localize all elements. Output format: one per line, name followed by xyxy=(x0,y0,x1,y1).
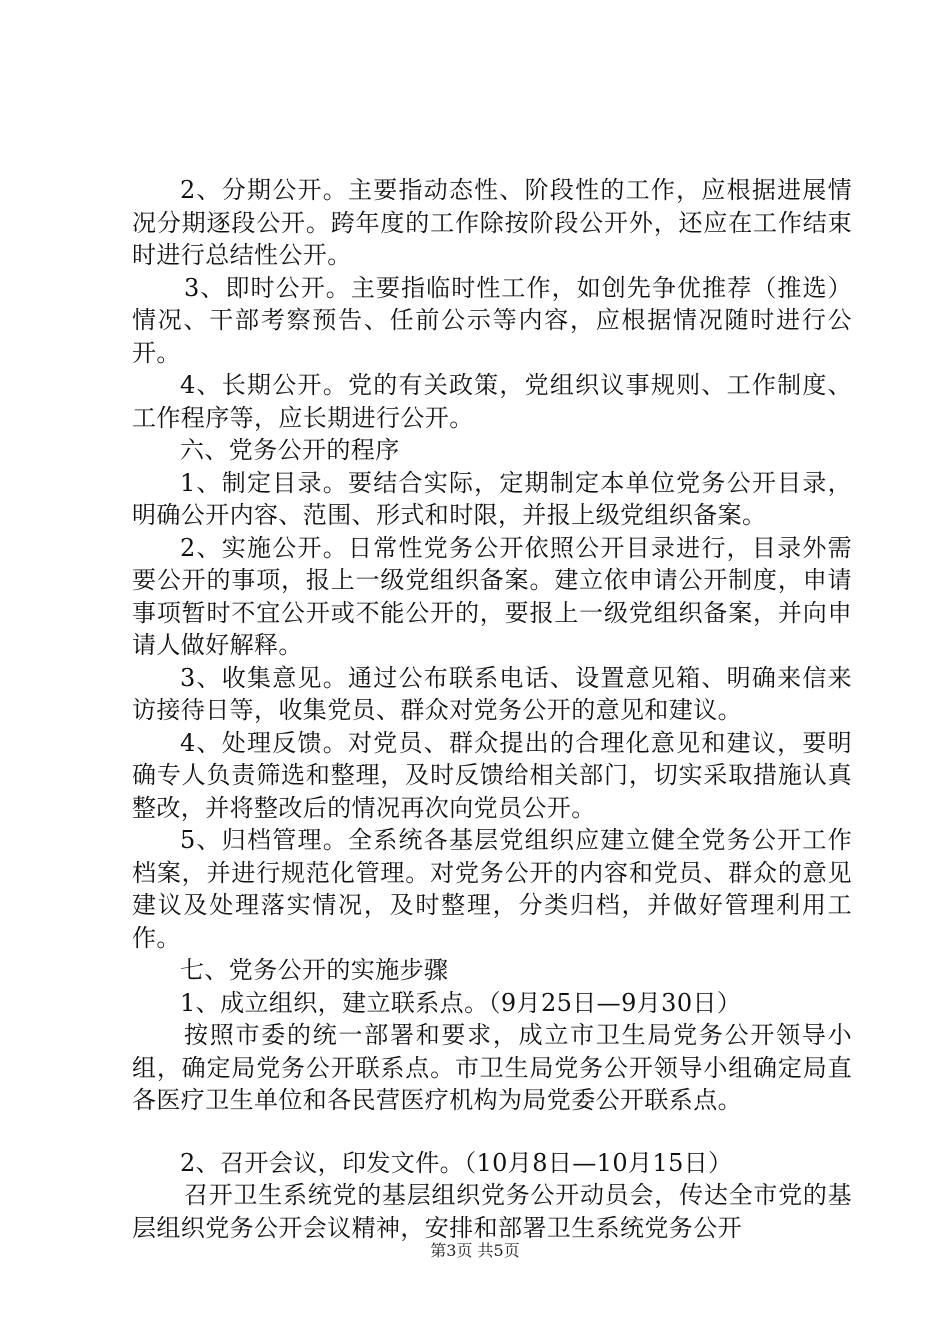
section-heading-procedure: 六、党务公开的程序 xyxy=(180,436,400,464)
section-heading-steps: 七、党务公开的实施步骤 xyxy=(180,956,449,984)
paragraph-immediate-disclosure: 3、即时公开。主要指临时性工作，如创先争优推荐（推选）情况、干部考察预告、任前公示等内容，应根据情况随时进行公开。 xyxy=(132,273,852,367)
document-body xyxy=(132,174,852,1244)
step-heading-organize: 1、成立组织，建立联系点。（9月25日—9月30日） xyxy=(180,988,742,1017)
step-heading-meeting: 2、召开会议，印发文件。（10月8日—10月15日） xyxy=(180,1148,733,1177)
paragraph-long-term-disclosure: 4、长期公开。党的有关政策，党组织议事规则、工作制度、工作程序等，应长期进行公开。 xyxy=(132,371,852,432)
paragraph-collect-opinions: 3、收集意见。通过公布联系电话、设置意见箱、明确来信来访接待日等，收集党员、群众对党务公开的意见和建议。 xyxy=(132,663,852,724)
paragraph-implementation: 2、实施公开。日常性党务公开依照公开目录进行，目录外需要公开的事项，报上一级党组织备案。建立依申请公开制度，申请事项暂时不宜公开或不能公开的，要报上一级党组织备案，并向申请人做好解释。 xyxy=(132,533,852,659)
paragraph-organize: 按照市委的统一部署和要求，成立市卫生局党务公开领导小组，确定局党务公开联系点。市卫生局党务公开领导小组确定局直各医疗卫生单位和各民营医疗机构为局党委公开联系点。 xyxy=(132,1021,852,1114)
paragraph-archive: 5、归档管理。全系统各基层党组织应建立健全党务公开工作档案，并进行规范化管理。对党务公开的内容和党员、群众的意见建议及处理落实情况，及时整理，分类归档，并做好管理利用工作。 xyxy=(132,826,852,952)
paragraph-feedback: 4、处理反馈。对党员、群众提出的合理化意见和建议，要明确专人负责筛选和整理，及时反馈给相关部门，切实采取措施认真整改，并将整改后的情况再次向党员公开。 xyxy=(132,728,852,822)
paragraph-catalog: 1、制定目录。要结合实际，定期制定本单位党务公开目录，明确公开内容、范围、形式和时限，并报上级党组织备案。 xyxy=(132,468,852,529)
paragraph-meeting: 召开卫生系统党的基层组织党务公开动员会，传达全市党的基层组织党务公开会议精神，安排和部署卫生系统党务公开 xyxy=(132,1181,852,1242)
paragraph-phased-disclosure: 2、分期公开。主要指动态性、阶段性的工作，应根据进展情况分期逐段公开。跨年度的工作除按阶段公开外，还应在工作结束时进行总结性公开。 xyxy=(132,176,852,269)
page-number-footer: 第3页 共5页 xyxy=(430,1241,520,1260)
